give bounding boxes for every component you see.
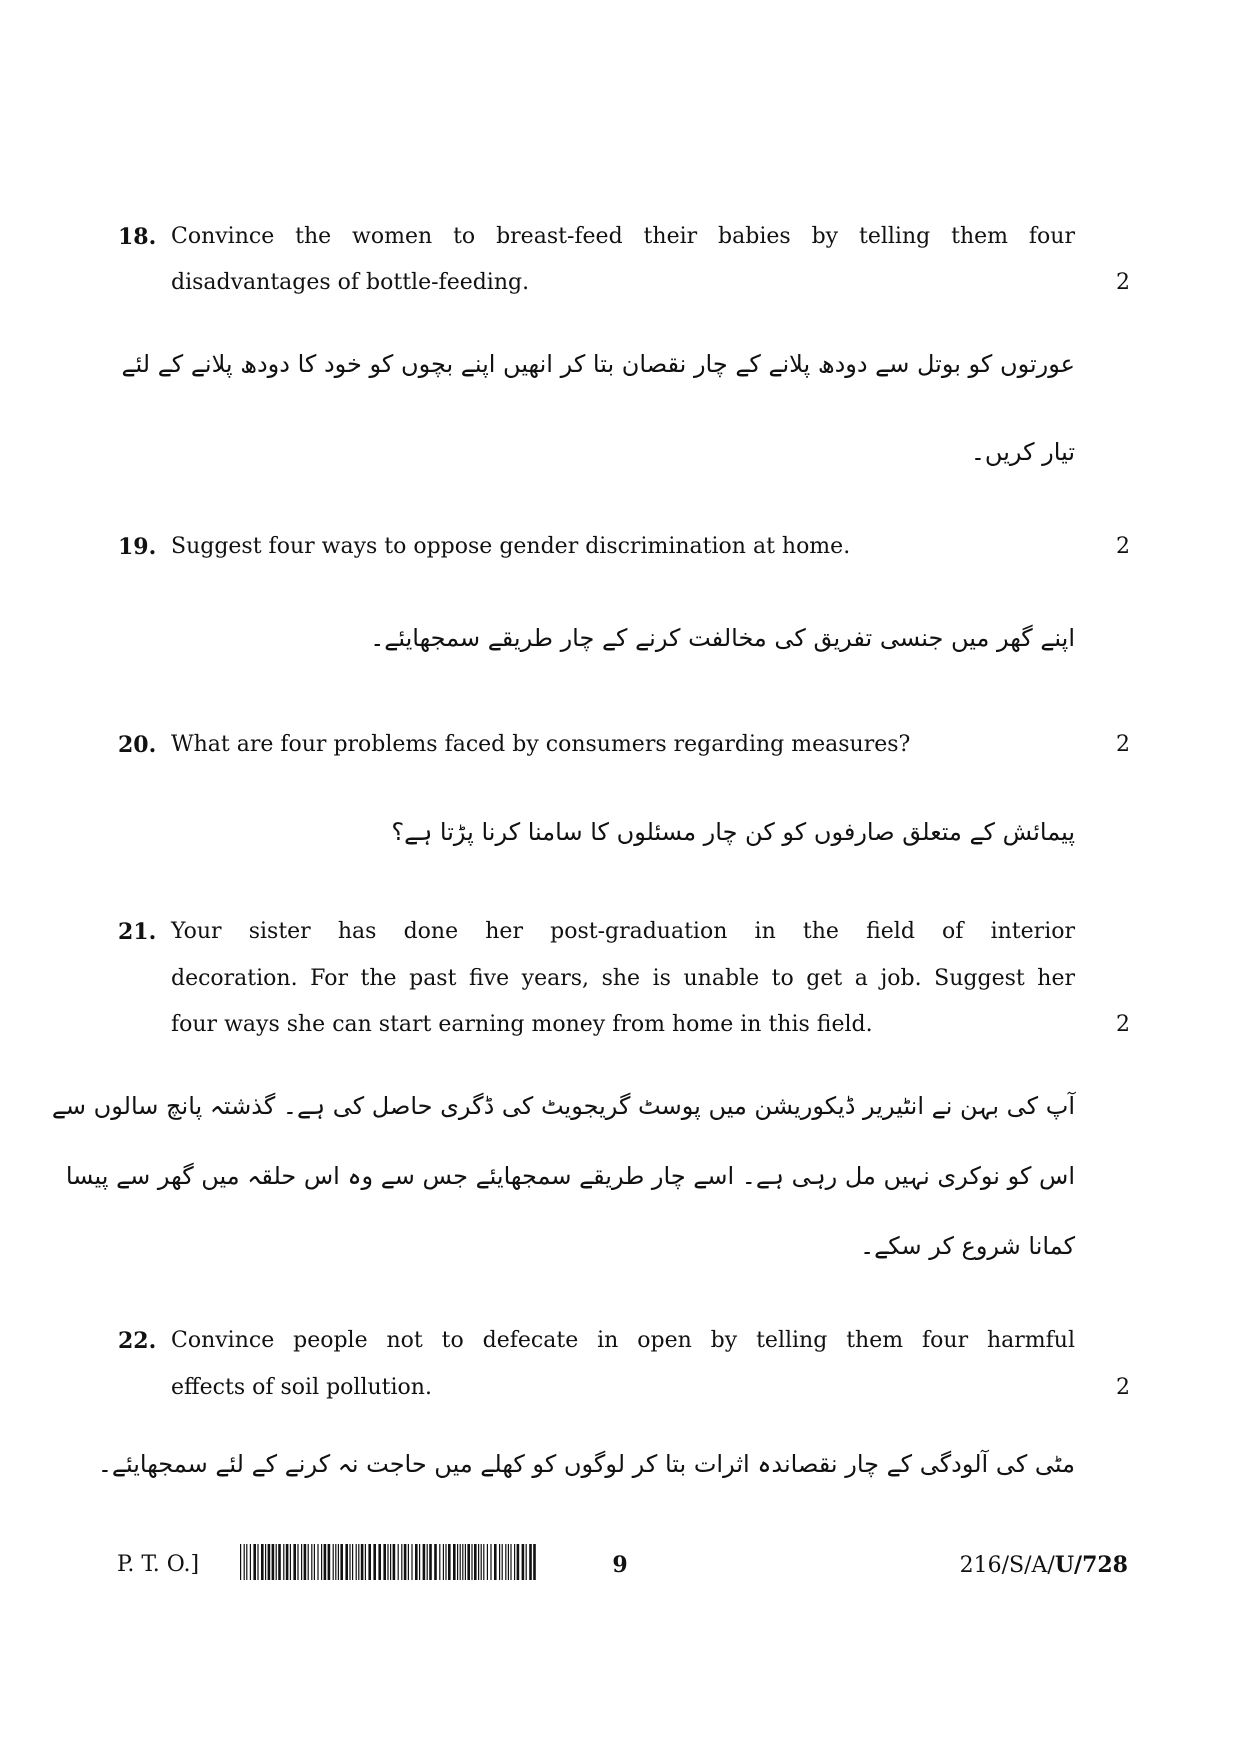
urdu-text-line: آپ کی بہن نے انٹیریر ڈیکوریشن میں پوسٹ گریجویٹ کی ڈگری حاصل کی ہے۔ گذشتہ پانچ سالوں سے [51,1092,1075,1120]
urdu-text-line: پیمائش کے متعلق صارفوں کو کن چار مسئلوں کا سامنا کرنا پڑتا ہے؟ [391,818,1075,846]
question-number: 20. [118,732,157,758]
question-number: 19. [118,534,157,560]
question-text-line: Convince the women to breast-feed their babies by telling them four [171,224,1075,249]
page-number: 9 [612,1552,628,1578]
question-text-line: Suggest four ways to oppose gender discrimination at home. [171,534,851,559]
marks: 2 [1116,1375,1130,1400]
urdu-text-line: اپنے گھر میں جنسی تفریق کی مخالفت کرنے کے چار طریقے سمجھایئے۔ [370,624,1075,652]
barcode-icon [240,1544,540,1580]
question-text-line: Convince people not to defecate in open by telling them four harmful [171,1328,1075,1353]
question-text-line: decoration. For the past five years, she is unable to get a job. Suggest her [171,966,1075,991]
question-text-line: Your sister has done her post-graduation in the field of interior [171,919,1075,944]
question-number: 22. [118,1328,157,1354]
marks: 2 [1116,732,1130,757]
question-text-line: four ways she can start earning money from home in this field. [171,1012,873,1037]
paper-code-suffix: /728 [1074,1552,1128,1578]
marks: 2 [1116,1012,1130,1037]
paper-code-medium: U [1054,1552,1075,1578]
question-number: 18. [118,224,157,250]
urdu-text-line: مٹی کی آلودگی کے چار نقصاندہ اثرات بتا کر لوگوں کو کھلے میں حاجت نہ کرنے کے لئے سمجھایئے۔ [97,1450,1075,1478]
question-text-line: effects of soil pollution. [171,1375,432,1400]
question-text-line: What are four problems faced by consumers regarding measures? [171,732,911,757]
urdu-text-line: کمانا شروع کر سکے۔ [860,1232,1075,1260]
marks: 2 [1116,270,1130,295]
marks: 2 [1116,534,1130,559]
question-number: 21. [118,919,157,945]
question-text-line: disadvantages of bottle-feeding. [171,270,530,295]
urdu-text-line: تیار کریں۔ [970,438,1075,466]
paper-code-prefix: 216/S/A/ [959,1553,1055,1578]
page-footer [0,1550,1240,1590]
paper-code [960,1550,1128,1581]
pto-label: P. T. O.] [117,1552,200,1577]
urdu-text-line: عورتوں کو بوتل سے دودھ پلانے کے چار نقصان بتا کر انھیں اپنے بچوں کو خود کا دودھ پلانے کے لئے [121,350,1075,378]
urdu-text-line: اس کو نوکری نہیں مل رہی ہے۔ اسے چار طریقے سمجھایئے جس سے وہ اس حلقہ میں گھر سے پیسا [65,1162,1075,1190]
